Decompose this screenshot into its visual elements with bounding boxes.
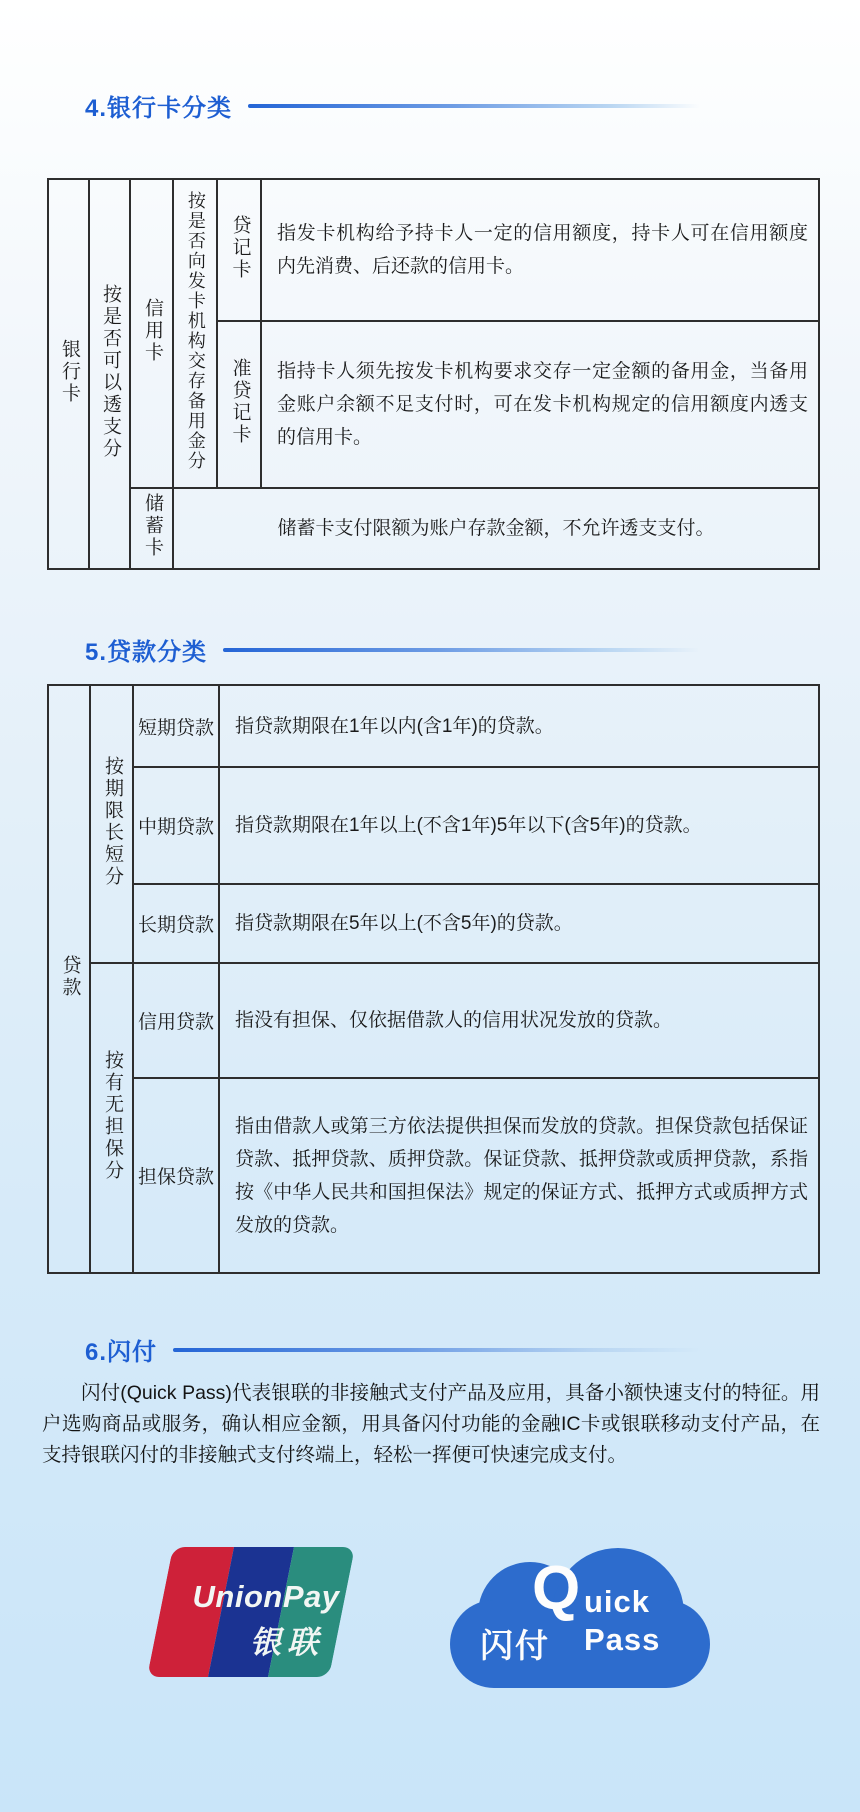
cell-loan: 贷款 [48, 685, 90, 1273]
section-header-bank-cards [85, 88, 700, 123]
heading-divider-line [223, 648, 700, 652]
cell-bank-card: 银行卡 [48, 179, 89, 569]
cell-mid-term-desc: 指贷款期限在1年以上(不含1年)5年以下(含5年)的贷款。 [219, 767, 819, 884]
cell-long-term-desc: 指贷款期限在5年以上(不含5年)的贷款。 [219, 884, 819, 963]
cell-credit-loan-desc: 指没有担保、仅依据借款人的信用状况发放的贷款。 [219, 963, 819, 1078]
quickpass-uick-text: uick [584, 1584, 651, 1619]
cell-mid-term-label: 中期贷款 [133, 767, 219, 884]
heading-divider-line [173, 1348, 700, 1352]
quickpass-pass-text: Pass [584, 1622, 661, 1657]
cell-short-term-desc: 指贷款期限在1年以内(含1年)的贷款。 [219, 685, 819, 767]
cell-savings-card: 储蓄卡 [130, 488, 173, 569]
cell-quasi-credit-card: 准贷记卡 [217, 321, 261, 488]
cell-debit-note-desc: 指发卡机构给予持卡人一定的信用额度，持卡人可在信用额度内先消费、后还款的信用卡。 [261, 179, 819, 321]
cell-criterion-reserve: 按是否向发卡机构交存备用金分 [173, 179, 217, 488]
cell-debit-note-card: 贷记卡 [217, 179, 261, 321]
section-header-loans [85, 632, 700, 667]
heading-divider-line [248, 104, 700, 108]
unionpay-logo [173, 1547, 355, 1677]
table-row [48, 1078, 819, 1273]
cell-secured-loan-label: 担保贷款 [133, 1078, 219, 1273]
section-title-loans: 5.贷款分类 [85, 639, 208, 666]
section-title-bank-cards: 4.银行卡分类 [85, 95, 233, 122]
quickpass-q-letter: Q [532, 1554, 581, 1623]
table-row [48, 685, 819, 767]
cell-criterion-guarantee: 按有无担保分 [90, 963, 133, 1273]
quickpass-chinese-text: 闪付 [480, 1627, 550, 1664]
section-title-quickpass: 6.闪付 [85, 1339, 158, 1366]
quickpass-logo [450, 1548, 710, 1688]
table-row [48, 179, 819, 321]
quickpass-paragraph: 闪付(Quick Pass)代表银联的非接触式支付产品及应用，具备小额快速支付的特征。用户选购商品或服务，确认相应金额，用具备闪付功能的金融IC卡或银联移动支付产品，在支持银联闪付的非接触式支付终端上，轻松一挥便可快速完成支付。 [42, 1382, 820, 1466]
unionpay-latin-text: UnionPay [192, 1579, 340, 1614]
cell-long-term-label: 长期贷款 [133, 884, 219, 963]
cell-credit-loan-label: 信用贷款 [133, 963, 219, 1078]
loan-classification-table [47, 684, 820, 1274]
section-header-quickpass [85, 1332, 700, 1367]
bank-card-classification-table [47, 178, 820, 570]
table-row [48, 884, 819, 963]
unionpay-chinese-text: 银联 [250, 1625, 324, 1660]
cell-quasi-credit-desc: 指持卡人须先按发卡机构要求交存一定金额的备用金，当备用金账户余额不足支付时，可在发卡机构规定的信用额度内透支的信用卡。 [261, 321, 819, 488]
cell-criterion-overdraft: 按是否可以透支分 [89, 179, 130, 569]
table-row [48, 488, 819, 569]
cell-secured-loan-desc: 指由借款人或第三方依法提供担保而发放的贷款。担保贷款包括保证贷款、抵押贷款、质押贷款。保证贷款、抵押贷款或质押贷款，系指按《中华人民共和国担保法》规定的保证方式、抵押方式或质押方式发放的贷款。 [219, 1078, 819, 1273]
quickpass-wordmark [450, 1548, 710, 1688]
cell-short-term-label: 短期贷款 [133, 685, 219, 767]
table-row [48, 963, 819, 1078]
table-row [48, 767, 819, 884]
cell-credit-card: 信用卡 [130, 179, 173, 488]
cell-criterion-term: 按期限长短分 [90, 685, 133, 963]
cell-savings-desc: 储蓄卡支付限额为账户存款金额，不允许透支支付。 [173, 488, 819, 569]
unionpay-wordmark [173, 1547, 355, 1677]
